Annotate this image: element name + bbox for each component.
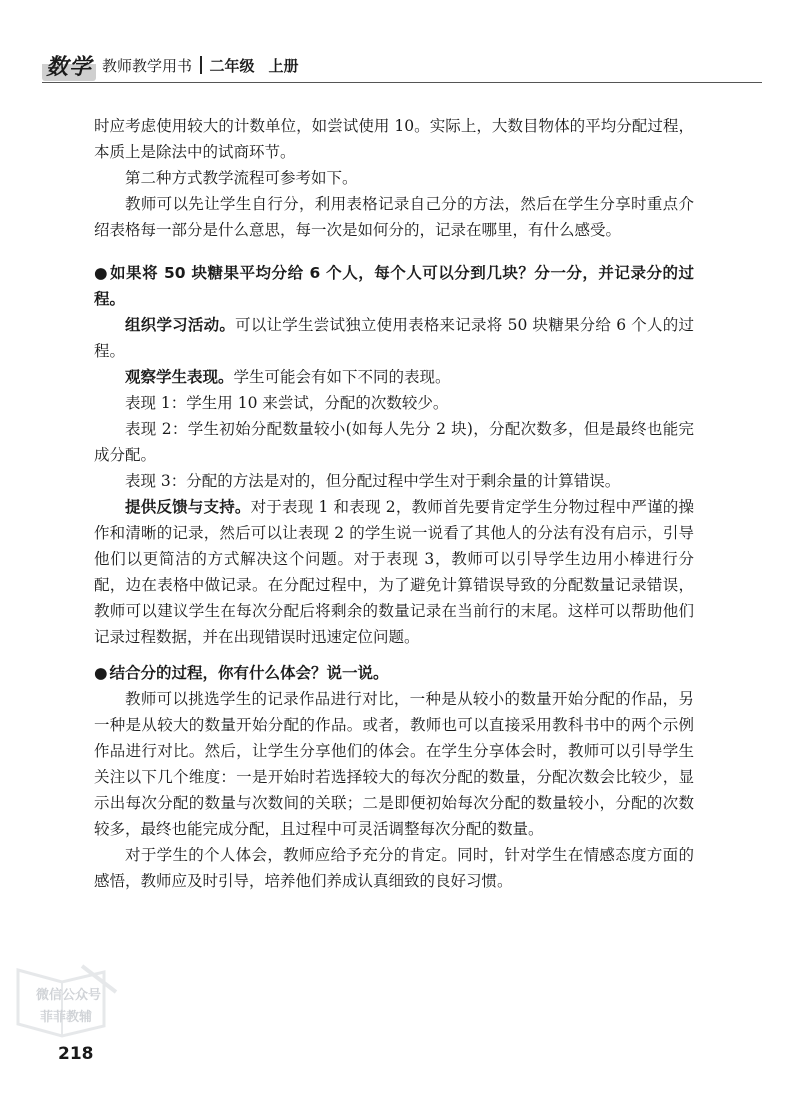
question-heading: [94, 260, 694, 312]
performance-item: 表现 2：学生初始分配数量较小(如每人先分 2 块)，分配次数多，但是最终也能完成分配。: [94, 420, 694, 464]
page-number: 218: [58, 1044, 94, 1064]
watermark-line-2: 菲菲教辅: [40, 1010, 93, 1025]
run-in-label: 观察学生表现。: [125, 368, 234, 386]
book-title: 教师教学用书: [102, 56, 193, 75]
bullet-icon: ●: [94, 664, 108, 682]
question-heading: [94, 660, 694, 686]
text-block-reflection: [94, 660, 694, 894]
header-divider: [200, 56, 202, 74]
run-in-label: 提供反馈与支持。: [125, 498, 251, 516]
header-rule: [42, 82, 762, 83]
paragraph: [94, 494, 694, 650]
paragraph-text: 学生可能会有如下不同的表现。: [233, 368, 451, 386]
text-block-activity: [94, 260, 694, 650]
run-in-label: 组织学习活动。: [125, 316, 236, 334]
paragraph: [94, 312, 694, 364]
bullet-icon: ●: [94, 264, 109, 282]
paragraph: 时应考虑使用较大的计数单位，如尝试使用 10。实际上，大数目物体的平均分配过程，本质上是除法中的试商环节。: [94, 117, 694, 161]
performance-item: 表现 1：学生用 10 来尝试，分配的次数较少。: [125, 394, 449, 412]
paragraph-text: 对于表现 1 和表现 2，教师首先要肯定学生分物过程中严谨的操作和清晰的记录，然后可以让表现 2 的学生说一说看了其他人的分法有没有启示，引导他们以更简洁的方式解决这个问题。对于表现 3，教师可以引导学生边用小棒进行分配，边在表格中做记录。在分配过程中，为了避免计算错误导致的分配数量记录错误，教师可以建议学生在每次分配后将剩余的数量记录在当前行的末尾。这样可以帮助他们记录过程数据，并在出现错误时迅速定位问题。: [94, 498, 694, 646]
running-header: [42, 50, 299, 80]
grade-label: 二年级: [209, 56, 255, 75]
paragraph-text: 可以让学生尝试独立使用表格来记录将 50 块糖果分给 6 个人的过程。: [94, 316, 694, 360]
text-block-intro: [94, 113, 694, 243]
paragraph: [94, 364, 694, 390]
volume-label: 上册: [268, 56, 299, 75]
paragraph: 教师可以先让学生自行分，利用表格记录自己分的方法，然后在学生分享时重点介绍表格每一部分是什么意思，每一次是如何分的，记录在哪里，有什么感受。: [94, 195, 694, 239]
paragraph: 对于学生的个人体会，教师应给予充分的肯定。同时，针对学生在情感态度方面的感悟，教师应及时引导，培养他们养成认真细致的良好习惯。: [94, 846, 694, 890]
paragraph: 教师可以挑选学生的记录作品进行对比，一种是从较小的数量开始分配的作品，另一种是从较大的数量开始分配的作品。或者，教师也可以直接采用教科书中的两个示例作品进行对比。然后，让学生分享他们的体会。在学生分享体会时，教师可以引导学生关注以下几个维度：一是开始时若选择较大的每次分配的数量，分配次数会比较少，显示出每次分配的数量与次数间的关联；二是即便初始每次分配的数量较小，分配的次数较多，最终也能完成分配，且过程中可灵活调整每次分配的数量。: [94, 690, 694, 838]
subject-logo: 数学: [42, 50, 96, 81]
performance-item: 表现 3：分配的方法是对的，但分配过程中学生对于剩余量的计算错误。: [125, 472, 621, 490]
question-text: 结合分的过程，你有什么体会？说一说。: [109, 664, 389, 682]
watermark: [12, 962, 152, 1042]
watermark-line-1: 微信公众号: [36, 988, 102, 1003]
question-text: 如果将 50 块糖果平均分给 6 个人，每个人可以分到几块？分一分，并记录分的过程。: [94, 264, 694, 308]
paragraph: 第二种方式教学流程可参考如下。: [125, 169, 358, 187]
